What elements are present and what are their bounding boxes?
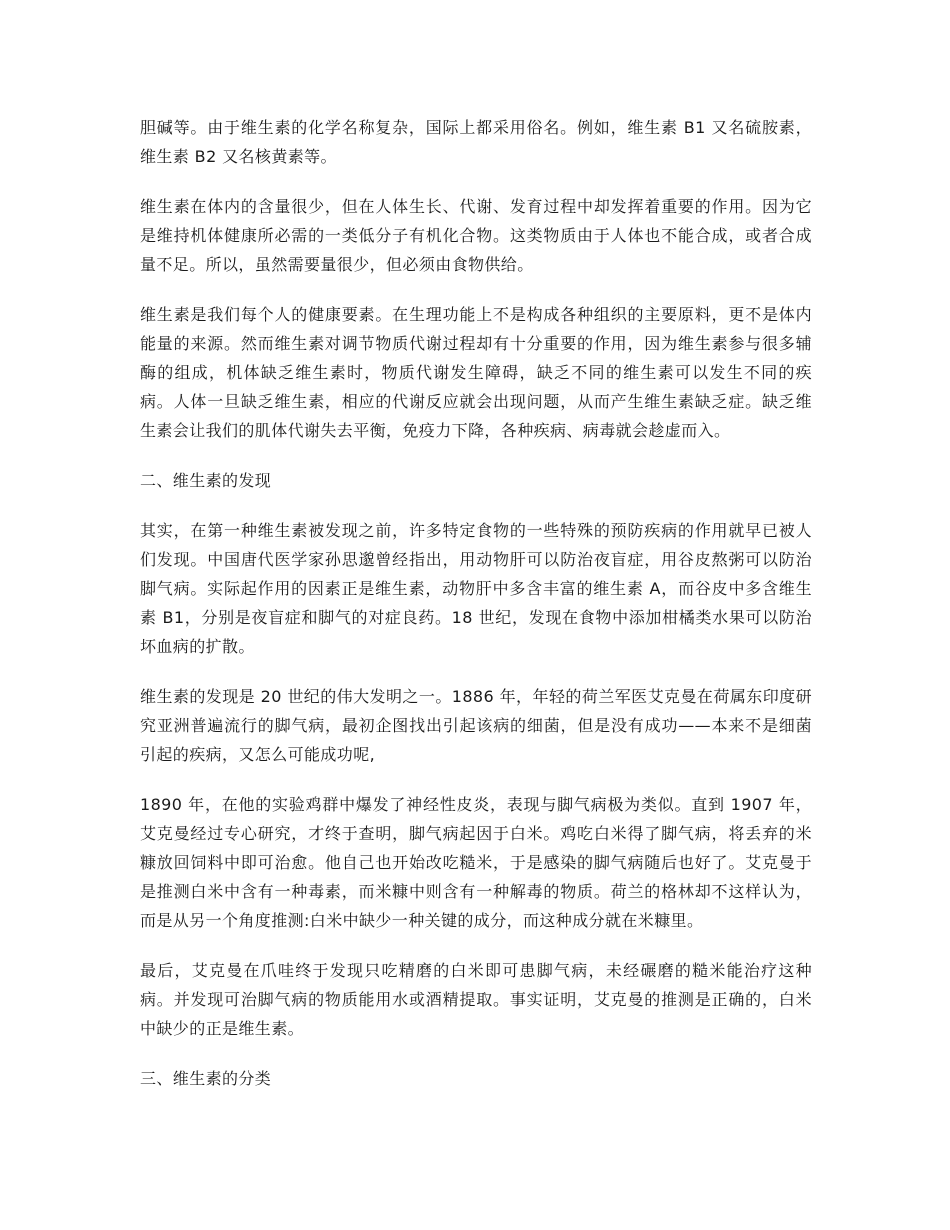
paragraph-health-element: 维生素是我们每个人的健康要素。在生理功能上不是构成各种组织的主要原料，更不是体内能量的来源。然而维生素对调节物质代谢过程却有十分重要的作用，因为维生素参与很多辅酶的组成，机体缺乏维生素时，物质代谢发生障碍，缺乏不同的维生素可以发生不同的疾病。人体一旦缺乏维生素，相应的代谢反应就会出现问题，从而产生维生素缺乏症。缺乏维生素会让我们的肌体代谢失去平衡，免疫力下降，各种疾病、病毒就会趁虚而入。 xyxy=(140,305,812,440)
paragraph-eijkman-conclusion: 最后，艾克曼在爪哇终于发现只吃精磨的白米即可患脚气病，未经碾磨的糙米能治疗这种病。并发现可治脚气病的物质能用水或酒精提取。事实证明，艾克曼的推测是正确的，白米中缺少的正是维生素。 xyxy=(140,961,812,1038)
section-heading-discovery: 二、维生素的发现 xyxy=(140,471,272,490)
paragraph-choline-naming: 胆碱等。由于维生素的化学名称复杂，国际上都采用俗名。例如，维生素 B1 又名硫胺素，维生素 B2 又名核黄素等。 xyxy=(140,118,812,166)
section-heading-classification: 三、维生素的分类 xyxy=(140,1069,272,1088)
paragraph-eijkman-1886: 维生素的发现是 20 世纪的伟大发明之一。1886 年，年轻的荷兰军医艾克曼在荷属东印度研究亚洲普遍流行的脚气病，最初企图找出引起该病的细菌，但是没有成功——本来不是细菌引起的疾病，又怎么可能成功呢, xyxy=(140,687,812,764)
document-page xyxy=(140,113,812,1114)
paragraph-eijkman-1890: 1890 年，在他的实验鸡群中爆发了神经性皮炎，表现与脚气病极为类似。直到 1907 年，艾克曼经过专心研究，才终于查明，脚气病起因于白米。鸡吃白米得了脚气病，将丢弃的米糠放回饲料中即可治愈。他自己也开始改吃糙米，于是感染的脚气病随后也好了。艾克曼于是推测白米中含有一种毒素，而米糠中则含有一种解毒的物质。荷兰的格林却不这样认为，而是从另一个角度推测:白米中缺少一种关键的成分，而这种成分就在米糠里。 xyxy=(140,795,812,930)
paragraph-early-knowledge: 其实，在第一种维生素被发现之前，许多特定食物的一些特殊的预防疾病的作用就早已被人们发现。中国唐代医学家孙思邈曾经指出，用动物肝可以防治夜盲症，用谷皮熬粥可以防治脚气病。实际起作用的因素正是维生素，动物肝中多含丰富的维生素 A，而谷皮中多含维生素 B1，分别是夜盲症和脚气的对症良药。18 世纪，发现在食物中添加柑橘类水果可以防治坏血病的扩散。 xyxy=(140,521,812,656)
paragraph-vitamin-content: 维生素在体内的含量很少，但在人体生长、代谢、发育过程中却发挥着重要的作用。因为它是维持机体健康所必需的一类低分子有机化合物。这类物质由于人体也不能合成，或者合成量不足。所以，虽然需要量很少，但必须由食物供给。 xyxy=(140,197,812,274)
